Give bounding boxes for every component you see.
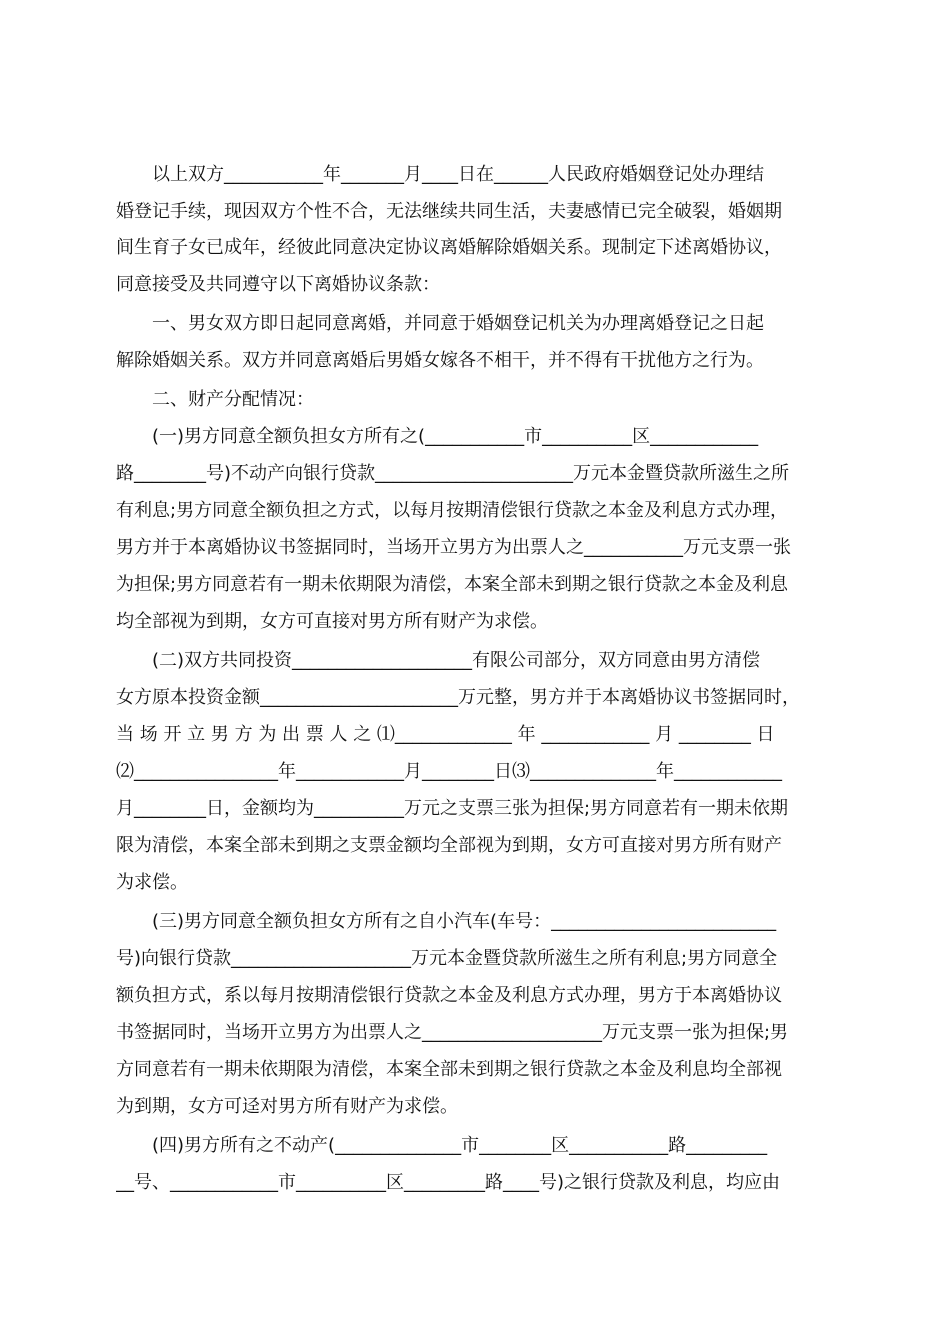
text-line: 为求偿。 xyxy=(116,872,188,893)
text-line: 为到期，女方可迳对男方所有财产为求偿。 xyxy=(116,1096,458,1117)
text-line: 女方原本投资金额______________________万元整，男方并于本离婚协议书签据同时， xyxy=(116,687,800,708)
text-line: ⑵________________年____________月________日⑶______________年____________ xyxy=(116,761,782,782)
text-line: 额负担方式，系以每月按期清偿银行贷款之本金及利息方式办理，男方于本离婚协议 xyxy=(116,985,782,1006)
text-line: 婚登记手续，现因双方个性不合，无法继续共同生活，夫妻感情已完全破裂，婚姻期 xyxy=(116,201,782,222)
text-line: 解除婚姻关系。双方并同意离婚后男婚女嫁各不相干，并不得有干扰他方之行为。 xyxy=(116,350,764,371)
text-line: 二、财产分配情况： xyxy=(152,389,314,410)
text-line: 间生育子女已成年，经彼此同意决定协议离婚解除婚姻关系。现制定下述离婚协议， xyxy=(116,237,782,258)
text-line: 为担保;男方同意若有一期未依期限为清偿，本案全部未到期之银行贷款之本金及利息 xyxy=(116,574,789,595)
text-line: 月________日，金额均为__________万元之支票三张为担保;男方同意若有一期未依期 xyxy=(116,798,789,819)
text-line: (一)男方同意全额负担女方所有之(___________市__________区____________ xyxy=(152,426,759,447)
text-line: 当 场 开 立 男 方 为 出 票 人 之 ⑴_____________ 年 ____________ 月 ________ 日 xyxy=(116,724,775,745)
text-line: (三)男方同意全额负担女方所有之自小汽车(车号：_________________________ xyxy=(152,911,777,932)
text-line: 号)向银行贷款____________________万元本金暨贷款所滋生之所有利息;男方同意全 xyxy=(116,948,778,969)
text-line: 均全部视为到期，女方可直接对男方所有财产为求偿。 xyxy=(116,611,548,632)
text-line: (四)男方所有之不动产(______________市________区___________路_________ xyxy=(152,1135,768,1156)
text-line: 同意接受及共同遵守以下离婚协议条款： xyxy=(116,274,440,295)
text-line: 以上双方___________年_______月____日在______人民政府婚姻登记处办理结 xyxy=(152,164,764,185)
text-line: 方同意若有一期未依期限为清偿，本案全部未到期之银行贷款之本金及利息均全部视 xyxy=(116,1059,782,1080)
text-line: 男方并于本离婚协议书签据同时，当场开立男方为出票人之___________万元支票一张 xyxy=(116,537,791,558)
text-line: 路________号)不动产向银行贷款______________________万元本金暨贷款所滋生之所 xyxy=(116,463,790,484)
text-line: __号、____________市__________区_________路____号)之银行贷款及利息，均应由 xyxy=(116,1172,781,1193)
text-line: 限为清偿，本案全部未到期之支票金额均全部视为到期，女方可直接对男方所有财产 xyxy=(116,835,782,856)
text-line: (二)双方共同投资____________________有限公司部分，双方同意由男方清偿 xyxy=(152,650,761,671)
text-line: 一、男女双方即日起同意离婚，并同意于婚姻登记机关为办理离婚登记之日起 xyxy=(152,313,764,334)
text-line: 书签据同时，当场开立男方为出票人之____________________万元支票一张为担保;男 xyxy=(116,1022,789,1043)
text-line: 有利息;男方同意全额负担之方式，以每月按期清偿银行贷款之本金及利息方式办理， xyxy=(116,500,789,521)
